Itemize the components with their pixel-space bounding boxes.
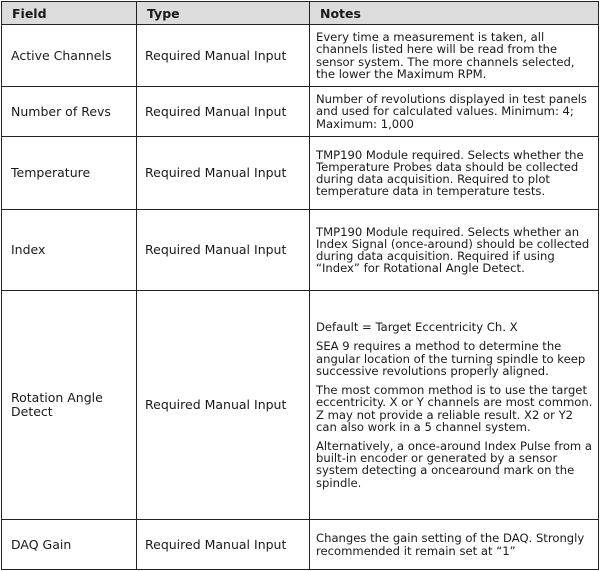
header-type: Type — [137, 2, 310, 25]
notes-cell — [310, 25, 599, 87]
notes-paragraph: The most common method is to use the target eccentricity. X or Y channels are most common. Z may not provide a reliable result. X2 or Y2 can also work in a 5 channel system. — [316, 383, 593, 434]
notes-paragraph: Alternatively, a once-around Index Pulse from a built-in encoder or generated by a sensor system detecting a oncearound mark on the spindle. — [316, 438, 593, 490]
field-cell: Rotation Angle Detect — [2, 291, 137, 520]
notes-paragraph: Changes the gain setting of the DAQ. Strongly recommended it remain set at “1” — [316, 531, 585, 558]
field-cell: Number of Revs — [2, 87, 137, 137]
field-cell: DAQ Gain — [2, 520, 137, 570]
type-cell: Required Manual Input — [137, 291, 310, 520]
header-row — [2, 2, 599, 25]
header-field: Field — [2, 2, 137, 25]
header-notes: Notes — [310, 2, 599, 25]
type-cell: Required Manual Input — [137, 25, 310, 87]
notes-paragraph: Number of revolutions displayed in test panels and used for calculated values. Minimum: 4; Maximum: 1,000 — [316, 92, 587, 131]
table-row — [2, 137, 599, 210]
field-cell: Index — [2, 210, 137, 291]
table-row — [2, 520, 599, 570]
type-cell: Required Manual Input — [137, 137, 310, 210]
type-cell: Required Manual Input — [137, 87, 310, 137]
field-cell: Temperature — [2, 137, 137, 210]
field-cell: Active Channels — [2, 25, 137, 87]
table-row — [2, 87, 599, 137]
notes-paragraph: SEA 9 requires a method to determine the angular location of the turning spindle to keep successive revolutions properly aligned. — [316, 339, 586, 378]
type-cell: Required Manual Input — [137, 520, 310, 570]
table-row — [2, 210, 599, 291]
notes-cell — [310, 291, 599, 520]
notes-cell — [310, 87, 599, 137]
notes-paragraph: Every time a measurement is taken, all channels listed here will be read from the sensor system. The more channels selected, the lower the Maximum RPM. — [316, 30, 575, 81]
type-cell: Required Manual Input — [137, 210, 310, 291]
notes-paragraph: TMP190 Module required. Selects whether an Index Signal (once-around) should be collected during data acquisition. Required if using “Index” for Rotational Angle Detect. — [316, 224, 590, 276]
table-row — [2, 25, 599, 87]
notes-paragraph: Default = Target Eccentricity Ch. X — [316, 320, 518, 335]
notes-cell — [310, 520, 599, 570]
table-row — [2, 291, 599, 520]
notes-cell — [310, 137, 599, 210]
notes-cell — [310, 210, 599, 291]
notes-paragraph: TMP190 Module required. Selects whether the Temperature Probes data should be collected during data acquisition. Required to plot temperature data in temperature tests. — [316, 147, 584, 199]
fields-table — [1, 1, 599, 570]
